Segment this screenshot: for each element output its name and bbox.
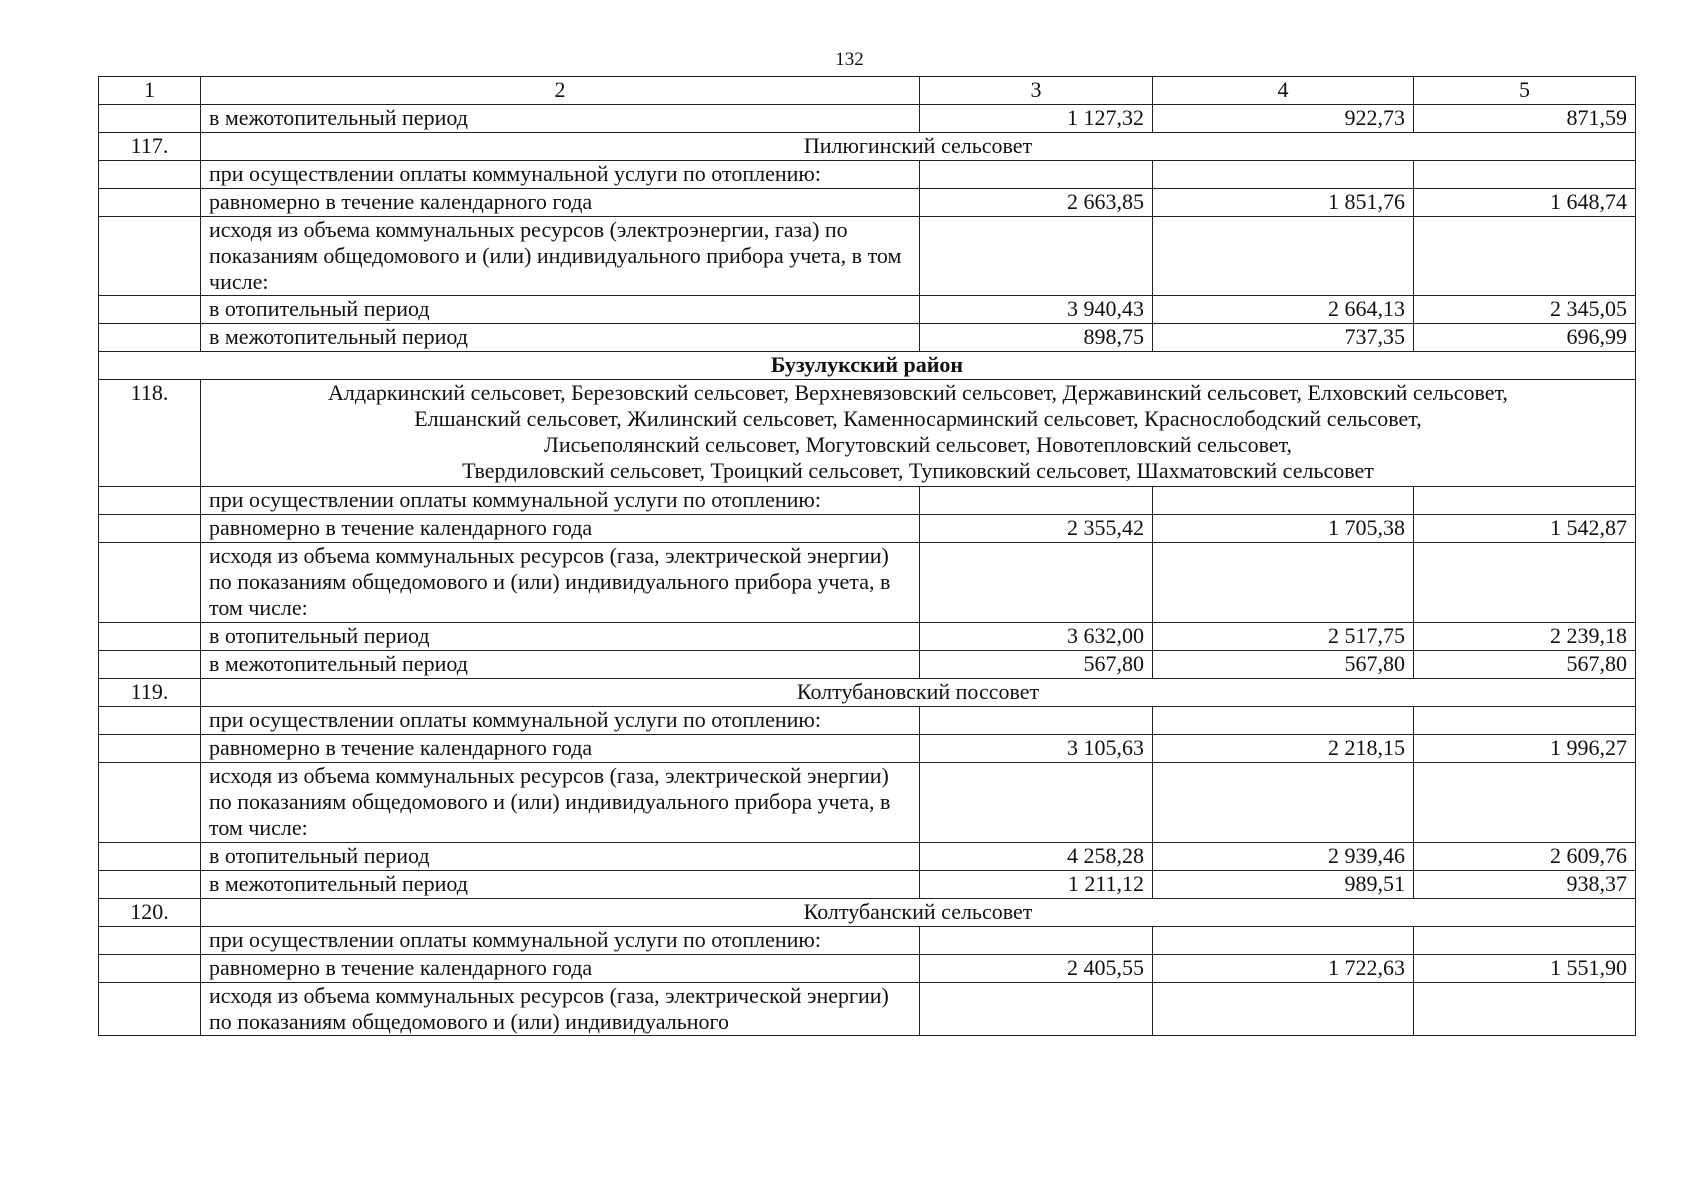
value-col-4 [1153,927,1414,955]
row-label: равномерно в течение календарного года [201,735,920,763]
table-row [99,707,1636,735]
table-row [99,217,1636,296]
value-col-5: 1 542,87 [1414,515,1636,543]
value-col-5 [1414,763,1636,843]
row-number-cell [99,515,201,543]
settlement-list-line: Твердиловский сельсовет, Троицкий сельсовет, Тупиковский сельсовет, Шахматовский сельсовет [462,458,1374,483]
settlement-list-line: Лисьеполянский сельсовет, Могутовский сельсовет, Новотепловский сельсовет, [543,432,1293,457]
value-col-4 [1153,543,1414,623]
row-label: при осуществлении оплаты коммунальной услуги по отоплению: [201,161,920,189]
table-row [99,296,1636,324]
column-header-5: 5 [1414,77,1636,105]
value-col-4: 989,51 [1153,871,1414,899]
table-row [99,871,1636,899]
section-title: Колтубанский сельсовет [201,899,1636,927]
value-col-5: 567,80 [1414,651,1636,679]
section-row [99,133,1636,161]
row-number-cell [99,217,201,296]
district-row [99,352,1636,380]
value-col-3: 1 127,32 [920,105,1153,133]
row-label: в межотопительный период [201,324,920,352]
row-number-cell [99,296,201,324]
value-col-4: 922,73 [1153,105,1414,133]
value-col-3: 3 940,43 [920,296,1153,324]
value-col-4: 737,35 [1153,324,1414,352]
value-col-3: 2 405,55 [920,955,1153,983]
row-number-cell [99,871,201,899]
row-label: исходя из объема коммунальных ресурсов (газа, электрической энергии) по показаниям общедомового и (или) индивидуального прибора учета, в том числе: [201,543,920,623]
table-row [99,105,1636,133]
district-title: Бузулукский район [99,352,1636,380]
table-row [99,735,1636,763]
value-col-5 [1414,927,1636,955]
row-label: равномерно в течение календарного года [201,515,920,543]
row-number-cell [99,324,201,352]
table-row [99,927,1636,955]
row-number-cell [99,105,201,133]
row-number-cell [99,543,201,623]
column-number-row [99,77,1636,105]
value-col-3 [920,217,1153,296]
value-col-5: 2 239,18 [1414,623,1636,651]
value-col-4 [1153,983,1414,1036]
value-col-3: 898,75 [920,324,1153,352]
value-col-3: 2 355,42 [920,515,1153,543]
value-col-5 [1414,983,1636,1036]
value-col-5 [1414,487,1636,515]
table-row [99,487,1636,515]
section-title: Пилюгинский сельсовет [201,133,1636,161]
value-col-4: 1 722,63 [1153,955,1414,983]
value-col-5: 1 551,90 [1414,955,1636,983]
table-row [99,955,1636,983]
value-col-4: 1 705,38 [1153,515,1414,543]
section-title: Колтубановский поссовет [201,679,1636,707]
table-row [99,161,1636,189]
value-col-5 [1414,217,1636,296]
value-col-3: 1 211,12 [920,871,1153,899]
value-col-4: 2 517,75 [1153,623,1414,651]
section-row [99,899,1636,927]
value-col-4 [1153,487,1414,515]
row-label: при осуществлении оплаты коммунальной услуги по отоплению: [201,487,920,515]
row-label: в отопительный период [201,623,920,651]
value-col-5: 1 648,74 [1414,189,1636,217]
row-number-cell [99,763,201,843]
tariff-table [98,76,1636,1036]
table-row [99,543,1636,623]
column-header-1: 1 [99,77,201,105]
table-row [99,189,1636,217]
value-col-5: 871,59 [1414,105,1636,133]
value-col-4 [1153,217,1414,296]
section-number: 118. [99,380,201,487]
value-col-4: 2 939,46 [1153,843,1414,871]
value-col-3: 3 105,63 [920,735,1153,763]
value-col-4 [1153,763,1414,843]
value-col-5 [1414,161,1636,189]
value-col-3 [920,487,1153,515]
row-label: при осуществлении оплаты коммунальной услуги по отоплению: [201,707,920,735]
value-col-4: 567,80 [1153,651,1414,679]
row-number-cell [99,983,201,1036]
value-col-5: 2 345,05 [1414,296,1636,324]
row-number-cell [99,927,201,955]
value-col-3: 567,80 [920,651,1153,679]
row-label: при осуществлении оплаты коммунальной услуги по отоплению: [201,927,920,955]
row-label: исходя из объема коммунальных ресурсов (газа, электрической энергии) по показаниям общедомового и (или) индивидуального [201,983,920,1036]
value-col-3: 3 632,00 [920,623,1153,651]
row-label: равномерно в течение календарного года [201,189,920,217]
row-label: в межотопительный период [201,105,920,133]
section-row [99,380,1636,487]
value-col-4 [1153,161,1414,189]
row-number-cell [99,955,201,983]
value-col-3 [920,927,1153,955]
row-label: исходя из объема коммунальных ресурсов (газа, электрической энергии) по показаниям общедомового и (или) индивидуального прибора учета, в том числе: [201,763,920,843]
tariff-table-body [99,77,1636,1036]
section-number: 117. [99,133,201,161]
row-number-cell [99,623,201,651]
value-col-5: 2 609,76 [1414,843,1636,871]
row-number-cell [99,651,201,679]
value-col-3: 4 258,28 [920,843,1153,871]
value-col-5: 1 996,27 [1414,735,1636,763]
value-col-5: 938,37 [1414,871,1636,899]
row-number-cell [99,843,201,871]
page-number: 132 [835,49,864,70]
table-row [99,843,1636,871]
column-header-2: 2 [201,77,920,105]
value-col-5: 696,99 [1414,324,1636,352]
section-number: 120. [99,899,201,927]
value-col-5 [1414,543,1636,623]
row-number-cell [99,735,201,763]
row-label: равномерно в течение календарного года [201,955,920,983]
settlement-list-line: Елшанский сельсовет, Жилинский сельсовет, Каменносарминский сельсовет, Краснослободский сельсовет, [414,406,1422,431]
row-number-cell [99,161,201,189]
value-col-5 [1414,707,1636,735]
row-label: в отопительный период [201,843,920,871]
table-row [99,983,1636,1036]
column-header-4: 4 [1153,77,1414,105]
value-col-4 [1153,707,1414,735]
table-row [99,515,1636,543]
value-col-3: 2 663,85 [920,189,1153,217]
section-title-multiline [201,380,1636,487]
value-col-3 [920,763,1153,843]
value-col-3 [920,543,1153,623]
row-label: в межотопительный период [201,871,920,899]
section-row [99,679,1636,707]
row-number-cell [99,707,201,735]
table-row [99,623,1636,651]
value-col-4: 2 218,15 [1153,735,1414,763]
row-number-cell [99,189,201,217]
row-number-cell [99,487,201,515]
row-label: исходя из объема коммунальных ресурсов (электроэнергии, газа) по показаниям общедомового и (или) индивидуального прибора учета, в том числе: [201,217,920,296]
value-col-3 [920,707,1153,735]
section-number: 119. [99,679,201,707]
table-row [99,651,1636,679]
column-header-3: 3 [920,77,1153,105]
value-col-3 [920,983,1153,1036]
table-row [99,763,1636,843]
table-row [99,324,1636,352]
value-col-4: 2 664,13 [1153,296,1414,324]
row-label: в межотопительный период [201,651,920,679]
settlement-list-line: Алдаркинский сельсовет, Березовский сельсовет, Верхневязовский сельсовет, Державинский сельсовет, Елховский сельсовет, [328,380,1508,405]
value-col-4: 1 851,76 [1153,189,1414,217]
row-label: в отопительный период [201,296,920,324]
value-col-3 [920,161,1153,189]
